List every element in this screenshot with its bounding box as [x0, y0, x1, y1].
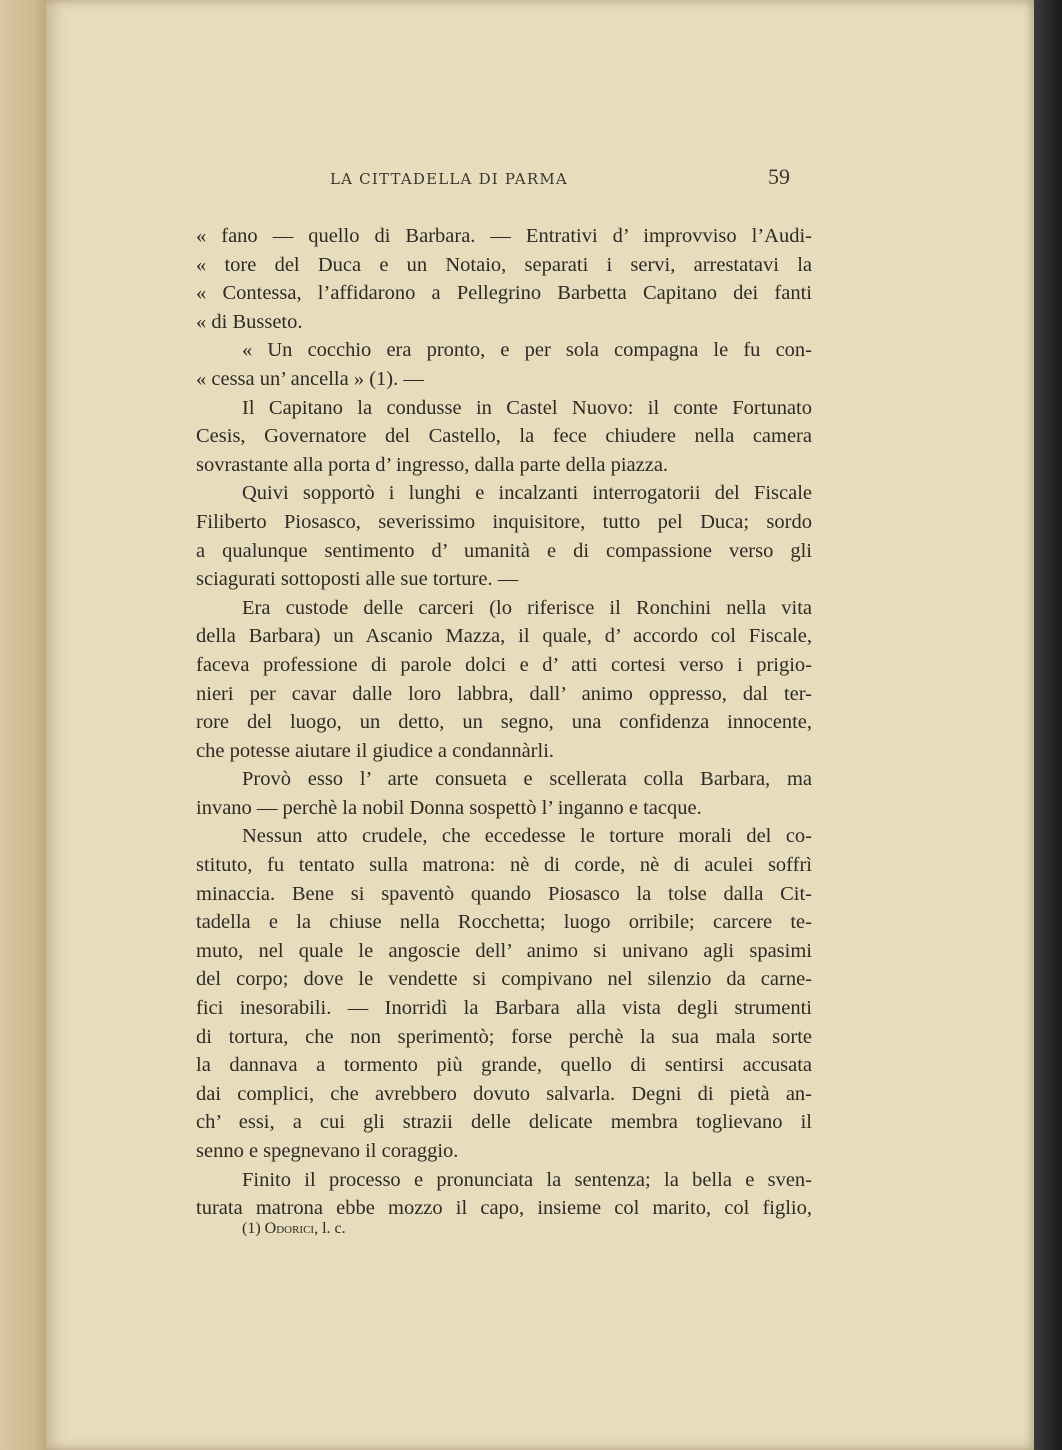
text-line: « Un cocchio era pronto, e per sola compagna le fu con- — [242, 339, 812, 362]
footnote — [242, 1220, 346, 1238]
text-line: sovrastante alla porta d’ ingresso, dalla parte della piazza. — [196, 453, 669, 476]
text-line: della Barbara) un Ascanio Mazza, il quale, d’ accordo col Fiscale, — [196, 625, 812, 648]
text-line: muto, nel quale le angoscie dell’ animo si univano agli spasimi — [196, 939, 812, 962]
body-text — [196, 222, 812, 1223]
text-line: sciagurati sottoposti alle sue torture. — — [196, 568, 519, 591]
text-line: Nessun atto crudele, che eccedesse le torture morali del co- — [242, 825, 812, 848]
text-line: senno e spegnevano il coraggio. — [196, 1140, 459, 1162]
running-title: LA CITTADELLA DI PARMA — [330, 170, 568, 188]
text-line: rore del luogo, un detto, un segno, una confidenza innocente, — [196, 711, 812, 734]
text-line: stituto, fu tentato sulla matrona: nè di corde, nè di aculei soffrì — [196, 854, 812, 877]
text-line: del corpo; dove le vendette si compivano nel silenzio da carne- — [196, 968, 812, 991]
text-line: Il Capitano la condusse in Castel Nuovo: il conte Fortunato — [242, 396, 812, 419]
text-line: turata matrona ebbe mozzo il capo, insieme col marito, col figlio, — [196, 1197, 812, 1220]
footnote-reference: , l. c. — [314, 1220, 346, 1237]
text-line: a qualunque sentimento d’ umanità e di compassione verso gli — [196, 539, 812, 562]
text-line: « di Busseto. — [196, 310, 303, 333]
footnote-marker: (1) — [242, 1220, 261, 1237]
text-line: Finito il processo e pronunciata la sentenza; la bella e sven- — [242, 1168, 812, 1191]
text-line: « Contessa, l’affidarono a Pellegrino Barbetta Capitano dei fanti — [196, 282, 812, 305]
text-line: « cessa un’ ancella » (1). — — [196, 367, 424, 390]
text-line: la dannava a tormento più grande, quello di sentirsi accusata — [196, 1054, 812, 1077]
page-edge — [1034, 0, 1062, 1450]
text-line: Provò esso l’ arte consueta e scellerata colla Barbara, ma — [242, 768, 812, 791]
text-line: Quivi sopportò i lunghi e incalzanti interrogatorii del Fiscale — [242, 482, 812, 505]
text-line: « tore del Duca e un Notaio, separati i servi, arrestatavi la — [196, 253, 812, 276]
text-line: faceva professione di parole dolci e d’ atti cortesi verso i prigio- — [196, 653, 812, 676]
text-line: minaccia. Bene si spaventò quando Piosasco la tolse dalla Cit- — [196, 882, 812, 905]
text-line: di tortura, che non sperimentò; forse perchè la sua mala sorte — [196, 1025, 812, 1048]
footnote-author: Odorici — [264, 1220, 315, 1237]
text-line: tadella e la chiuse nella Rocchetta; luogo orribile; carcere te- — [196, 911, 812, 934]
text-line: dai complici, che avrebbero dovuto salvarla. Degni di pietà an- — [196, 1082, 812, 1105]
book-spine — [0, 0, 50, 1450]
text-line: che potesse aiutare il giudice a condannàrli. — [196, 739, 555, 762]
page-number: 59 — [768, 164, 790, 189]
text-line: Cesis, Governatore del Castello, la fece chiudere nella camera — [196, 425, 812, 448]
text-line: fici inesorabili. — Inorridì la Barbara alla vista degli strumenti — [196, 997, 812, 1020]
text-line: « fano — quello di Barbara. — Entrativi d’ improvviso l’Audi- — [196, 225, 812, 247]
text-line: Era custode delle carceri (lo riferisce il Ronchini nella vita — [242, 596, 812, 619]
text-line: invano — perchè la nobil Donna sospettò l’ inganno e tacque. — [196, 796, 702, 819]
text-line: ch’ essi, a cui gli strazii delle delicate membra toglievano il — [196, 1111, 812, 1134]
text-line: nieri per cavar dalle loro labbra, dall’ animo oppresso, dal ter- — [196, 682, 812, 705]
text-line: Filiberto Piosasco, severissimo inquisitore, tutto pel Duca; sordo — [196, 510, 812, 533]
